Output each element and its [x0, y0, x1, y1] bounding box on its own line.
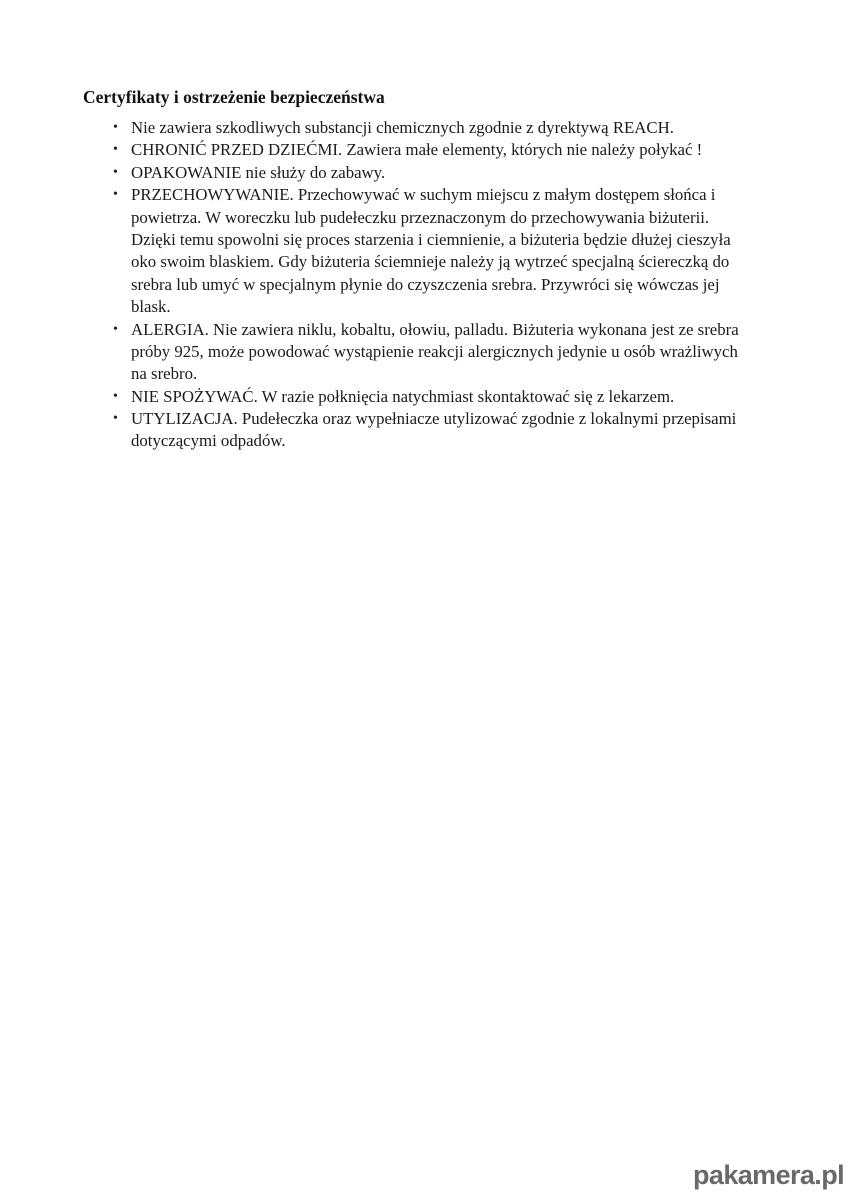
text-line: • NIE SPOŻYWAĆ. W razie połknięcia natychmiast skontaktować się z lekarzem. — [131, 386, 739, 408]
pakamera-logo: pakamera.pl — [693, 1160, 844, 1190]
bullet-marker-icon: • — [113, 164, 118, 180]
text-line: • OPAKOWANIE nie służy do zabawy. — [131, 162, 739, 184]
list-item — [113, 408, 739, 453]
text-line: na srebro. — [131, 364, 198, 384]
bullet-marker-icon: • — [113, 187, 118, 203]
text-line: • UTYLIZACJA. Pudełeczka oraz wypełniacze utylizować zgodnie z lokalnymi przepisami — [131, 408, 739, 430]
text-line: • ALERGIA. Nie zawiera niklu, kobaltu, ołowiu, palladu. Biżuteria wykonana jest ze srebra — [131, 319, 739, 341]
text-line: • PRZECHOWYWANIE. Przechowywać w suchym miejscu z małym dostępem słońca i — [131, 184, 739, 206]
list-item — [113, 184, 739, 318]
list-item — [113, 386, 739, 408]
list-item — [113, 319, 739, 386]
text-line: blask. — [131, 297, 171, 317]
bullet-marker-icon: • — [113, 120, 118, 135]
text-line: powietrza. W woreczku lub pudełeczku przeznaczonym do przechowywania biżuterii. — [131, 207, 710, 227]
text-line: • Nie zawiera szkodliwych substancji chemicznych zgodnie z dyrektywą REACH. — [131, 117, 739, 139]
text-line: oko swoim blaskiem. Gdy biżuteria ściemnieje należy ją wytrzeć specjalną ściereczką do — [131, 252, 730, 272]
list-item — [113, 117, 739, 139]
text-line: • CHRONIĆ PRZED DZIEĆMI. Zawiera małe elementy, których nie należy połykać ! — [131, 139, 739, 161]
text-line: próby 925, może powodować wystąpienie reakcji alergicznych jedynie u osób wrażliwych — [131, 341, 738, 361]
bullet-list — [113, 117, 739, 453]
page-title: Certyfikaty i ostrzeżenie bezpieczeństwa — [83, 87, 385, 107]
text-line: srebra lub umyć w specjalnym płynie do czyszczenia srebra. Przywróci się wówczas jej — [131, 274, 720, 294]
bullet-marker-icon: • — [113, 411, 118, 427]
text-line: dotyczącymi odpadów. — [131, 431, 286, 451]
text-line: Dzięki temu spowolni się proces starzenia i ciemnienie, a biżuteria będzie dłużej cieszyła — [131, 229, 731, 249]
list-item — [113, 162, 739, 184]
bullet-marker-icon: • — [113, 321, 118, 337]
bullet-marker-icon: • — [113, 388, 118, 404]
list-item — [113, 139, 739, 161]
bullet-marker-icon: • — [113, 142, 118, 158]
